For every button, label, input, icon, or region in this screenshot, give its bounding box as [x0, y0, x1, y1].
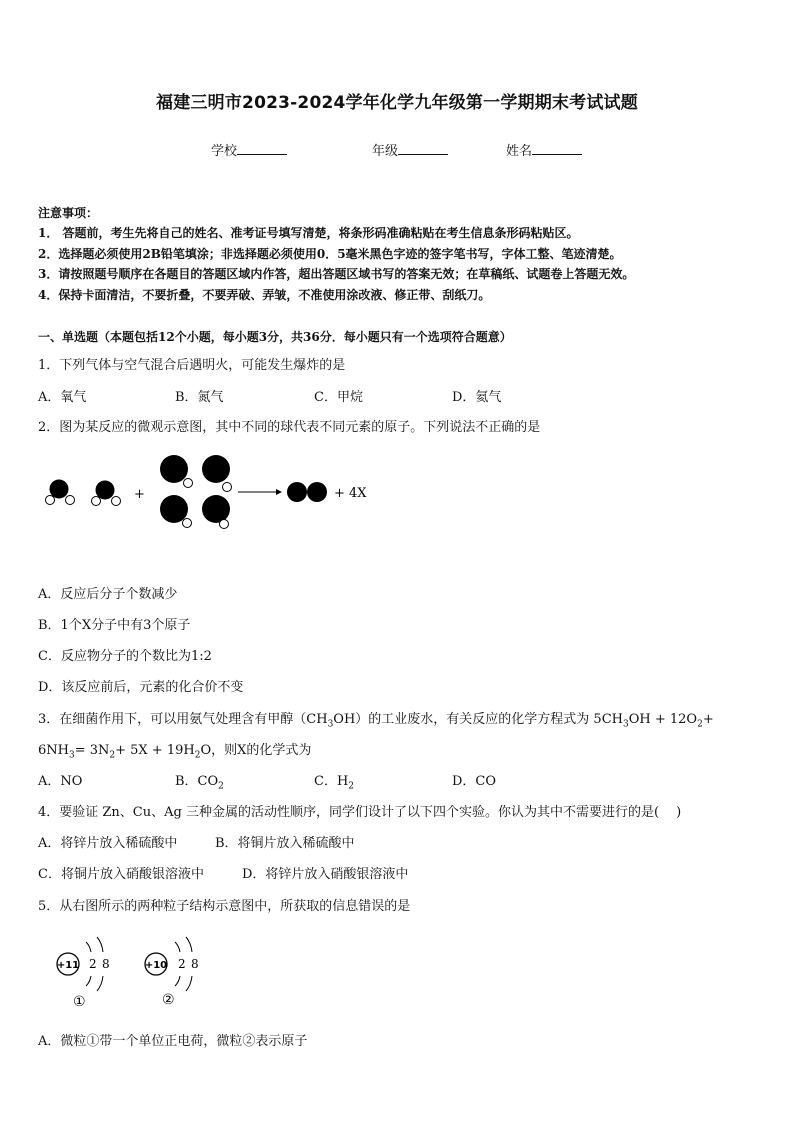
reactant-molecule-1: [46, 480, 75, 505]
q3-option-b[interactable]: B．$CO_2$: [175, 774, 224, 792]
q4-option-c[interactable]: C．将铜片放入硝酸银溶液中: [38, 867, 204, 882]
particle-1-shell-1: 2: [89, 957, 97, 971]
reactant-molecule-4: [202, 455, 232, 529]
q2-stem: 2．图为某反应的微观示意图，其中不同的球代表不同元素的原子。下列说法不正确的是: [38, 420, 541, 435]
reactant-molecule-2: [92, 481, 121, 506]
q5-particle-diagram: [48, 930, 218, 1014]
particle-1-shell-2: 8: [102, 957, 110, 971]
q4-stem: 4．要验证 Zn、Cu、Ag 三种金属的活动性顺序，同学们设计了以下四个实验。你认为其中不需要进行的是( ): [38, 805, 682, 820]
q3-stem-line2: $6NH_3= 3N_2+ 5X + 19H_2O$，则X的化学式为: [38, 743, 312, 761]
notice-item-3: 3．请按照题号顺序在各题目的答题区域内作答，超出答题区域书写的答案无效；在草稿纸、试题卷上答题无效。: [38, 267, 635, 281]
product-x-label: + 4X: [334, 486, 367, 501]
grade-blank[interactable]: [398, 142, 448, 155]
q1-option-d[interactable]: D．氦气: [452, 390, 502, 405]
particle-2-shell-1: 2: [178, 957, 186, 971]
notice-item-1: 1． 答题前，考生先将自己的姓名、准考证号填写清楚，将条形码准确粘贴在考生信息条形码粘贴区。: [38, 226, 579, 240]
reaction-arrow: [238, 489, 282, 495]
particle-2-shell-2: 8: [191, 957, 199, 971]
q2-option-a[interactable]: A．反应后分子个数减少: [38, 587, 178, 602]
q1-option-a[interactable]: A．氧气: [38, 390, 87, 405]
reactant-molecule-3: [160, 455, 193, 528]
particle-2-label: ②: [162, 992, 175, 1008]
particle-1-nucleus: +11: [56, 960, 80, 971]
particle-1-structure: [57, 937, 110, 1010]
school-label: 学校: [211, 144, 238, 159]
q2-option-b[interactable]: B．1个X分子中有3个原子: [38, 618, 191, 633]
q4-option-b[interactable]: B．将铜片放入稀硫酸中: [215, 836, 355, 851]
q5-option-a[interactable]: A．微粒①带一个单位正电荷，微粒②表示原子: [38, 1034, 308, 1049]
name-blank[interactable]: [532, 142, 582, 155]
q2-option-c[interactable]: C．反应物分子的个数比为1:2: [38, 649, 212, 664]
section-heading: 一、单选题（本题包括12个小题，每小题3分，共36分．每小题只有一个选项符合题意）: [38, 330, 512, 344]
particle-2-structure: [145, 937, 199, 1008]
q3-stem-line1: 3．在细菌作用下，可以用氨气处理含有甲醇$(CH_3OH)$的工业废水，有关反应的化学方程式为 $5CH_3OH + 12O_2+$: [38, 712, 714, 730]
grade-field[interactable]: [372, 140, 448, 159]
particle-2-nucleus: +10: [144, 960, 168, 971]
product-molecule: [287, 482, 327, 502]
name-field[interactable]: [506, 140, 582, 159]
q1-option-c[interactable]: C．甲烷: [314, 390, 363, 405]
q5-stem: 5．从右图所示的两种粒子结构示意图中，所获取的信息错误的是: [38, 899, 411, 914]
plus-sign: +: [134, 487, 145, 502]
q1-stem: 1．下列气体与空气混合后遇明火，可能发生爆炸的是: [38, 358, 346, 373]
grade-label: 年级: [372, 144, 399, 159]
notice-item-4: 4．保持卡面清洁，不要折叠，不要弄破、弄皱，不准使用涂改液、修正带、刮纸刀。: [38, 288, 491, 302]
school-field[interactable]: [211, 140, 287, 159]
particle-1-label: ①: [73, 994, 86, 1010]
q2-option-d[interactable]: D．该反应前后，元素的化合价不变: [38, 680, 244, 695]
page-title: 福建三明市2023-2024学年化学九年级第一学期期末考试试题: [156, 93, 638, 113]
q4-option-a[interactable]: A．将锌片放入稀硫酸中: [38, 836, 178, 851]
notice-heading: 注意事项：: [38, 206, 99, 220]
q3-option-a[interactable]: A．NO: [38, 774, 83, 789]
q3-option-d[interactable]: D．CO: [452, 774, 497, 789]
school-blank[interactable]: [237, 142, 287, 155]
q2-reaction-diagram: [38, 452, 378, 532]
q1-option-b[interactable]: B．氮气: [175, 390, 224, 405]
name-label: 姓名: [506, 144, 533, 159]
q3-option-c[interactable]: C．$H_2$: [314, 774, 355, 792]
notice-item-2: 2．选择题必须使用2B铅笔填涂；非选择题必须使用0．5毫米黑色字迹的签字笔书写，字体工整、笔迹清楚。: [38, 247, 622, 261]
q4-option-d[interactable]: D．将锌片放入硝酸银溶液中: [242, 867, 409, 882]
